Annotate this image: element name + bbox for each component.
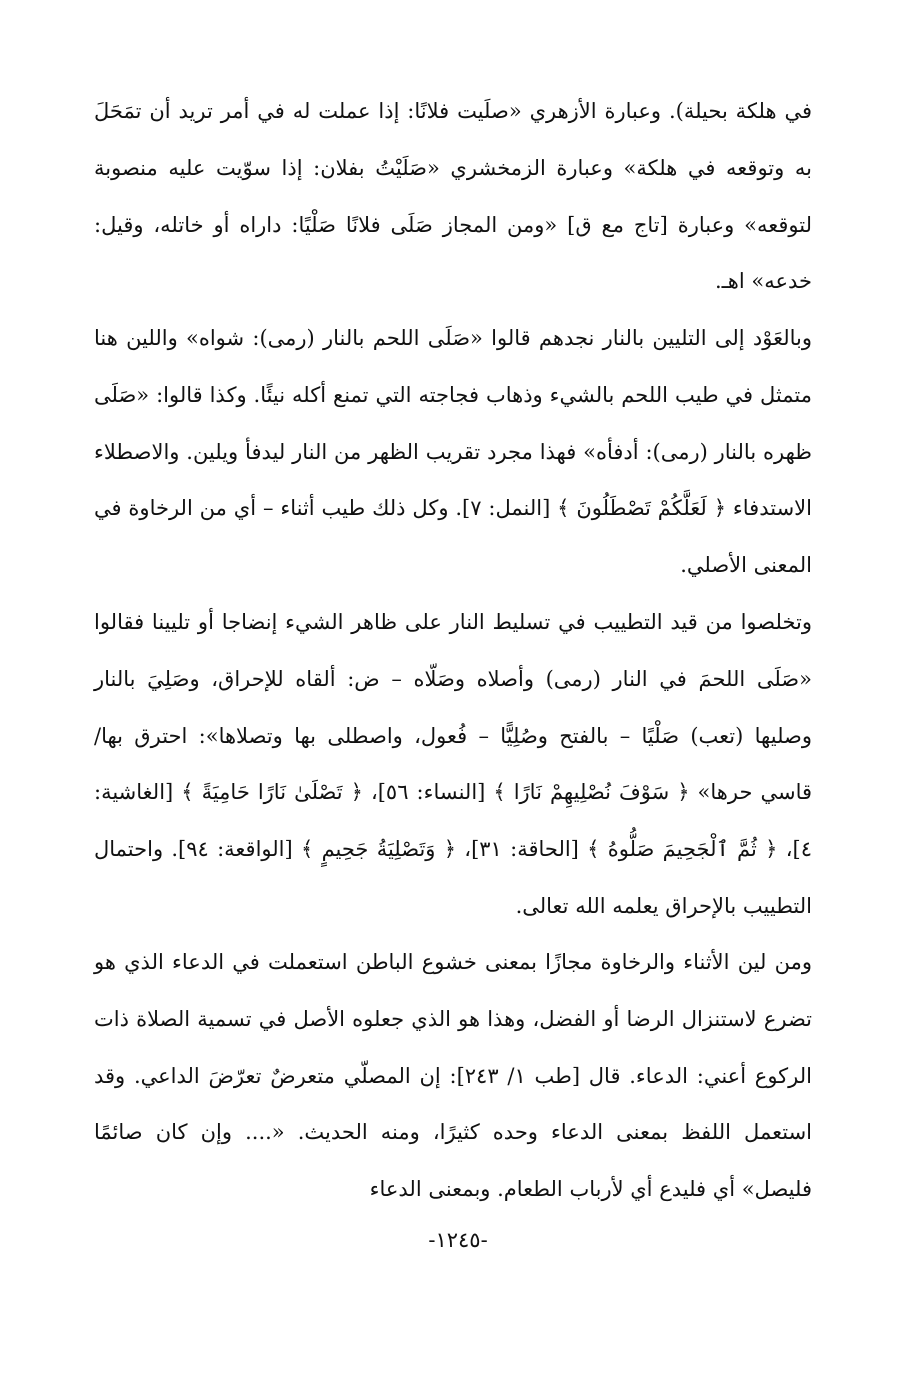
page-number: -١٢٤٥-: [428, 1228, 488, 1252]
paragraph-3-block: [94, 594, 812, 935]
page-footer: [0, 1228, 916, 1252]
paragraph-2: وبالعَوْد إلى التليين بالنار نجدهم قالوا «صَلَى اللحم بالنار (رمى): شواه» واللين هنا متمثل في طيب اللحم بالشيء وذهاب فجاجته التي تمنع أكله نيئًا. وكذا قالوا: «صَلَى ظهره بالنار (رمى): أدفأه» فهذا مجرد تقريب الظهر من النار ليدفأ ويلين. والاصطلاء الاستدفاء ﴿ لَعَلَّكُمْ تَصْطَلُونَ ﴾ [النمل: ٧]. وكل ذلك طيب أثناء – أي من الرخاوة في المعنى الأصلي.: [94, 326, 812, 578]
paragraph-4: ومن لين الأثناء والرخاوة مجازًا بمعنى خشوع الباطن استعملت في الدعاء الذي هو تضرع لاستنزال الرضا أو الفضل، وهذا هو الذي جعلوه الأصل في تسمية الصلاة ذات الركوع أعني: الدعاء. قال [طب ١/ ٢٤٣]: إن المصلّي متعرضٌ تعرّضَ الداعي. وقد استعمل اللفظ بمعنى الدعاء وحده كثيرًا، ومنه الحديث. «.... وإن كان صائمًا فليصل» أي فليدع أي لأرباب الطعام. وبمعنى الدعاء: [94, 950, 812, 1202]
paragraph-4-block: [94, 934, 812, 1218]
paragraph-1-block: [94, 83, 812, 310]
paragraph-1: في هلكة بحيلة). وعبارة الأزهري «صلَيت فلانًا: إذا عملت له في أمر تريد أن تمَحَلَ به وتوقعه في هلكة» وعبارة الزمخشري «صَلَيْتُ بفلان: إذا سوّيت عليه منصوبة لتوقعه» وعبارة [تاج مع ق] «ومن المجاز صَلَى فلانًا صَلْيًا: داراه أو خاتله، وقيل: خدعه» اهـ.: [94, 99, 812, 294]
paragraph-3: وتخلصوا من قيد التطييب في تسليط النار على ظاهر الشيء إنضاجا أو تليينا فقالوا «صَلَى اللحمَ في النار (رمى) وأصلاه وصَلّاه – ض: ألقاه للإحراق، وصَلِيَ بالنار وصليها (تعب) صَلْيًا – بالفتح وصُلِيًّا – فُعول، واصطلى بها وتصلاها»: احترق بها/ قاسي حرها» ﴿ سَوْفَ نُصْلِيهِمْ نَارًا ﴾ [النساء: ٥٦]، ﴿ تَصْلَىٰ نَارًا حَامِيَةً ﴾ [الغاشية: ٤]، ﴿ ثُمَّ ٱلْجَحِيمَ صَلُّوهُ ﴾ [الحاقة: ٣١]، ﴿ وَتَصْلِيَةُ جَحِيمٍ ﴾ [الواقعة: ٩٤]. واحتمال التطييب بالإحراق يعلمه الله تعالى.: [94, 610, 813, 918]
paragraph-2-block: [94, 310, 812, 594]
